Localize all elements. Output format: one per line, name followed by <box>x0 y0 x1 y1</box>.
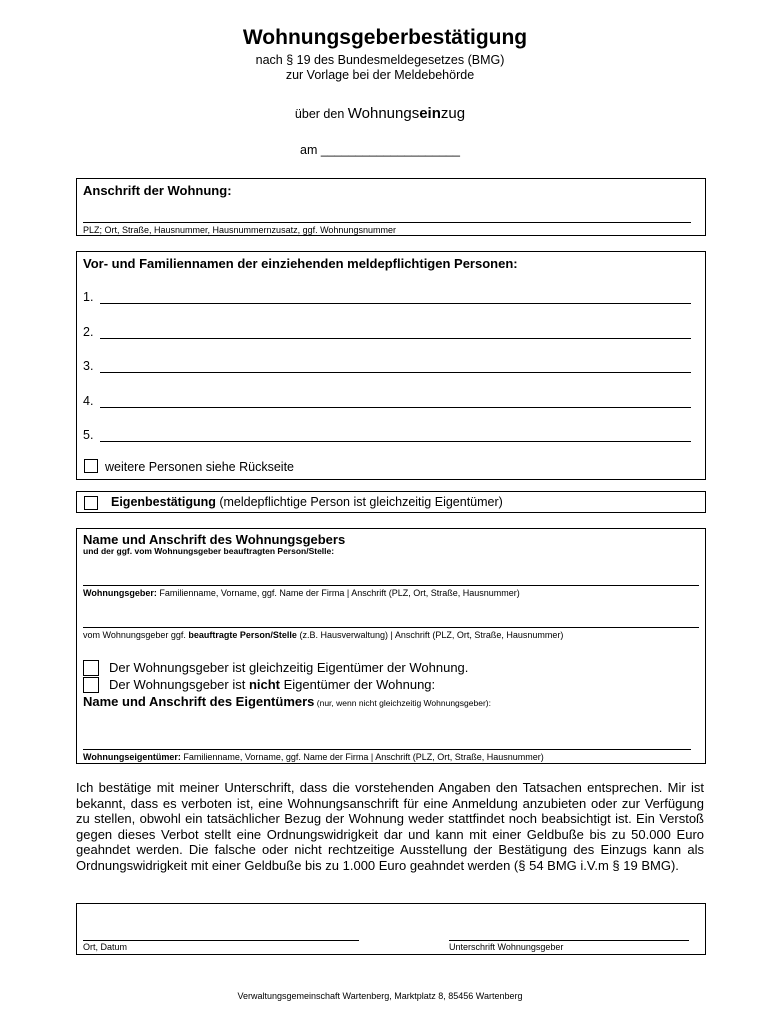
move-type-word-b: ein <box>419 105 441 122</box>
date-field[interactable]: am ____________________ <box>300 143 460 157</box>
move-type-prefix: über den <box>294 107 348 121</box>
signature-label: Unterschrift Wohnungsgeber <box>449 942 564 952</box>
self-confirmation-checkbox[interactable] <box>84 496 98 510</box>
owner-caption-bold: Wohnungseigentümer: <box>83 752 181 762</box>
person-input-line[interactable] <box>100 372 691 373</box>
signature-section <box>76 903 706 955</box>
move-type-word-c: zug <box>440 105 466 122</box>
footer-address: Verwaltungsgemeinschaft Wartenberg, Marktplatz 8, 85456 Wartenberg <box>237 991 523 1001</box>
more-persons-label: weitere Personen siehe Rückseite <box>105 460 294 474</box>
owner-heading: Name und Anschrift des Eigentümers <box>83 694 315 709</box>
landlord-is-owner-label: Der Wohnungsgeber ist gleichzeitig Eigentümer der Wohnung. <box>109 660 469 675</box>
landlord-not-owner-bold: nicht <box>248 677 281 692</box>
owner-caption-rest: Familienname, Vorname, ggf. Name der Firma | Anschrift (PLZ, Ort, Straße, Hausnummer) <box>180 752 544 762</box>
address-section <box>76 178 706 236</box>
landlord-not-owner-a: Der Wohnungsgeber ist <box>109 677 249 692</box>
self-confirmation-rest: (meldepflichtige Person ist gleichzeitig Eigentümer) <box>215 495 503 509</box>
landlord-is-owner-checkbox[interactable] <box>83 660 99 676</box>
person-row-number: 5. <box>83 428 94 442</box>
landlord-input-line[interactable] <box>83 585 699 586</box>
person-row-number: 2. <box>83 325 94 339</box>
agent-caption-bold: beauftragte Person/Stelle <box>188 630 297 640</box>
declaration-paragraph: Ich bestätige mit meiner Unterschrift, dass die vorstehenden Angaben den Tatsachen entsprechen. Mir ist bekannt, dass es verboten ist, eine Wohnungsanschrift für eine Anmeldung anzubieten oder zur Verfügung zu stellen, obwohl ein tatsächlicher Bezug der Wohnung weder stattfindet noch beabsichtigt ist. Ein Verstoß gegen dieses Verbot stellt eine Ordnungswidrigkeit dar und kann mit einer Geldbuße bis zu 50.000 Euro geahndet werden. Die falsche oder nicht rechtzeitige Ausstellung der Bestätigung des Einzugs kann als Ordnungswidrigkeit mit einer Geldbuße bis zu 1.000 Euro geahndet werden (§ 54 BMG i.V.m § 19 BMG). <box>76 780 704 873</box>
person-input-line[interactable] <box>100 407 691 408</box>
owner-input-line[interactable] <box>83 749 691 750</box>
owner-note: (nur, wenn nicht gleichzeitig Wohnungsgeber): <box>314 698 491 708</box>
self-confirmation-label <box>111 495 503 509</box>
owner-caption <box>83 752 544 762</box>
landlord-caption-rest: Familienname, Vorname, ggf. Name der Firma | Anschrift (PLZ, Ort, Straße, Hausnummer) <box>156 588 520 598</box>
persons-heading: Vor- und Familiennamen der einziehenden meldepflichtigen Personen: <box>83 256 518 271</box>
address-heading: Anschrift der Wohnung: <box>83 183 232 198</box>
subtitle-law: nach § 19 des Bundesmeldegesetzes (BMG) <box>255 53 505 67</box>
landlord-not-owner-label <box>109 677 435 692</box>
agent-input-line[interactable] <box>83 627 699 628</box>
signature-line[interactable] <box>449 940 689 941</box>
owner-heading-line <box>83 693 491 711</box>
address-caption: PLZ; Ort, Straße, Hausnummer, Hausnummernzusatz, ggf. Wohnungsnummer <box>83 225 396 235</box>
landlord-section <box>76 528 706 764</box>
more-persons-checkbox[interactable] <box>84 459 98 473</box>
place-date-line[interactable] <box>83 940 359 941</box>
person-input-line[interactable] <box>100 303 691 304</box>
landlord-not-owner-rest: Eigentümer der Wohnung: <box>280 677 436 692</box>
move-type-line <box>0 105 760 122</box>
landlord-heading: Name und Anschrift des Wohnungsgebers <box>83 532 346 547</box>
address-input-line[interactable] <box>83 222 691 223</box>
agent-caption-rest: (z.B. Hausverwaltung) | Anschrift (PLZ, Ort, Straße, Hausnummer) <box>296 630 564 640</box>
person-row-number: 3. <box>83 359 94 373</box>
self-confirmation-bold: Eigenbestätigung <box>111 495 216 509</box>
landlord-caption-bold: Wohnungsgeber: <box>83 588 157 598</box>
person-input-line[interactable] <box>100 338 691 339</box>
person-row-number: 1. <box>83 290 94 304</box>
landlord-subheading: und der ggf. vom Wohnungsgeber beauftragten Person/Stelle: <box>83 546 335 556</box>
person-input-line[interactable] <box>100 441 691 442</box>
page-title: Wohnungsgeberbestätigung <box>242 26 528 49</box>
person-row-number: 4. <box>83 394 94 408</box>
place-date-label: Ort, Datum <box>83 942 128 952</box>
self-confirmation-section <box>76 491 706 513</box>
subtitle-authority: zur Vorlage bei der Meldebehörde <box>285 68 475 82</box>
persons-section <box>76 251 706 480</box>
landlord-not-owner-checkbox[interactable] <box>83 677 99 693</box>
agent-caption-a: vom Wohnungsgeber ggf. <box>83 630 189 640</box>
move-type-word-a: Wohnungs <box>347 105 420 122</box>
agent-caption <box>83 630 563 640</box>
landlord-caption <box>83 588 520 598</box>
